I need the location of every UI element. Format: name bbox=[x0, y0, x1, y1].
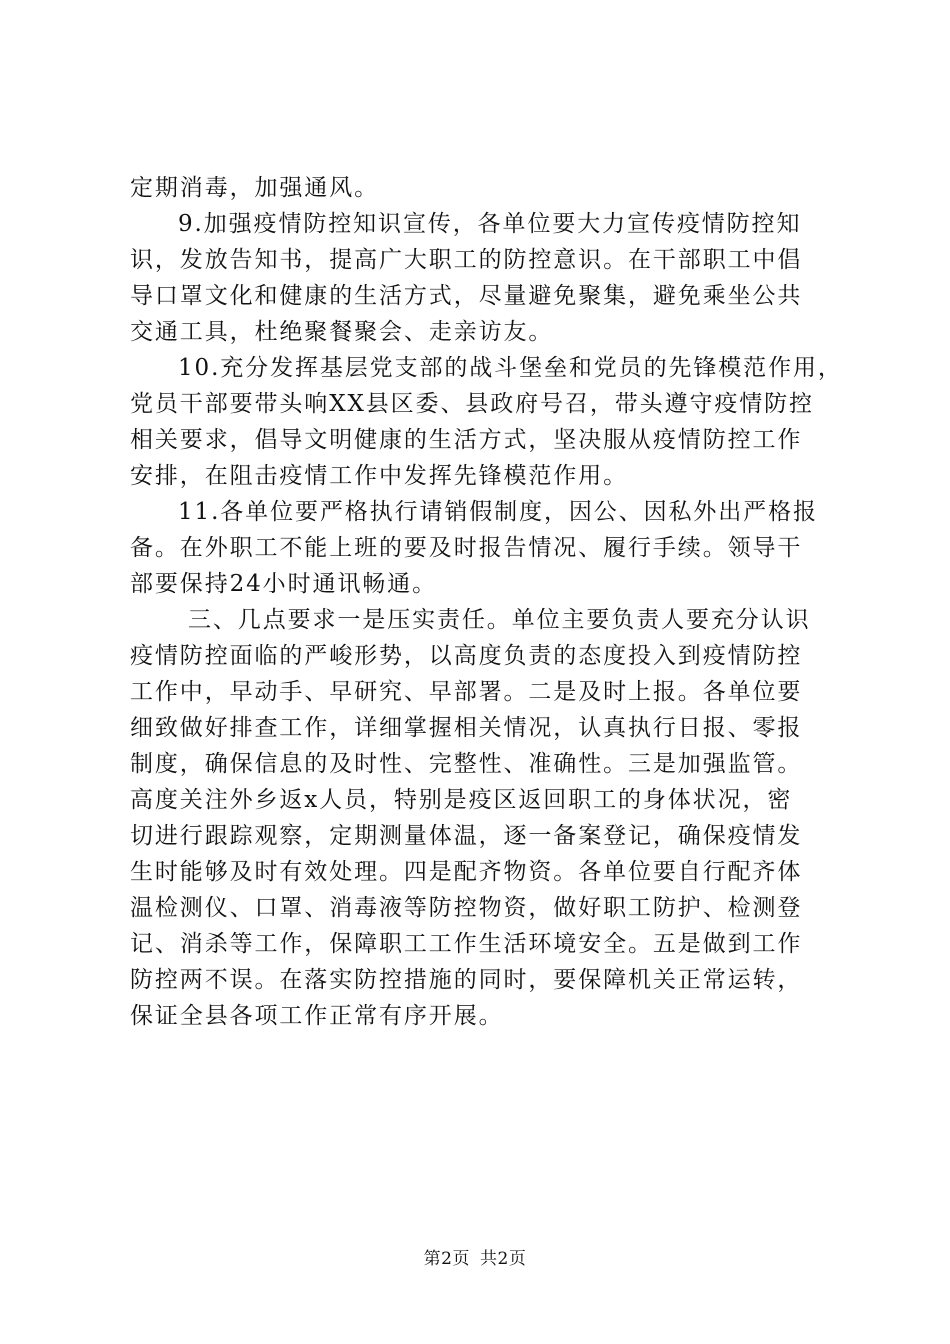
text-line: 部要保持24小时通讯畅通。 bbox=[130, 571, 437, 597]
text-line: 安排，在阻击疫情工作中发挥先锋模范作用。 bbox=[130, 463, 628, 489]
text-line: 党员干部要带头响XX县区委、县政府号召，带头遵守疫情防控 bbox=[130, 391, 814, 417]
page-number: 第2页 bbox=[423, 1249, 470, 1269]
text-line: 生时能够及时有效处理。四是配齐物资。各单位要自行配齐体 bbox=[130, 859, 803, 885]
text-line: 高度关注外乡返x人员，特别是疫区返回职工的身体状况，密 bbox=[130, 787, 793, 813]
document-body bbox=[130, 170, 843, 1034]
text-line: 工作中，早动手、早研究、早部署。二是及时上报。各单位要 bbox=[130, 679, 803, 705]
text-line: 制度，确保信息的及时性、完整性、准确性。三是加强监管。 bbox=[130, 751, 803, 777]
text-line: 定期消毒，加强通风。 bbox=[130, 175, 379, 201]
text-line: 温检测仪、口罩、消毒液等防控物资，做好职工防护、检测登 bbox=[130, 895, 803, 921]
page-footer bbox=[0, 1244, 950, 1269]
text-line: 记、消杀等工作，保障职工工作生活环境安全。五是做到工作 bbox=[130, 931, 803, 957]
text-line: 相关要求，倡导文明健康的生活方式，坚决服从疫情防控工作 bbox=[130, 427, 803, 453]
text-line: 识，发放告知书，提高广大职工的防控意识。在干部职工中倡 bbox=[130, 247, 803, 273]
page-total: 共2页 bbox=[480, 1249, 527, 1269]
text-line: 三、几点要求一是压实责任。单位主要负责人要充分认识 bbox=[188, 607, 811, 633]
text-line: 9.加强疫情防控知识宣传，各单位要大力宣传疫情防控知 bbox=[178, 211, 802, 237]
text-line: 保证全县各项工作正常有序开展。 bbox=[130, 1003, 504, 1029]
text-line: 切进行跟踪观察，定期测量体温，逐一备案登记，确保疫情发 bbox=[130, 823, 803, 849]
text-line: 疫情防控面临的严峻形势，以高度负责的态度投入到疫情防控 bbox=[130, 643, 803, 669]
text-line: 交通工具，杜绝聚餐聚会、走亲访友。 bbox=[130, 319, 554, 345]
text-line: 10.充分发挥基层党支部的战斗堡垒和党员的先锋模范作用， bbox=[178, 355, 843, 381]
text-line: 11.各单位要严格执行请销假制度，因公、因私外出严格报 bbox=[178, 499, 818, 525]
text-line: 备。在外职工不能上班的要及时报告情况、履行手续。领导干 bbox=[130, 535, 803, 561]
text-line: 细致做好排查工作，详细掌握相关情况，认真执行日报、零报 bbox=[130, 715, 803, 741]
text-line: 导口罩文化和健康的生活方式，尽量避免聚集，避免乘坐公共 bbox=[130, 283, 803, 309]
text-line: 防控两不误。在落实防控措施的同时，要保障机关正常运转， bbox=[130, 967, 803, 993]
